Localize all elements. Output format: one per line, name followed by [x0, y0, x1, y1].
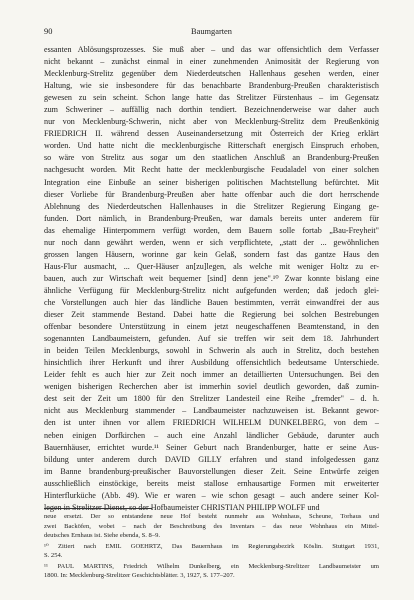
body-line: nur noch dann gewährt werden, wenn er sich verpflichtete, „statt der ... gewöhnlichen: [44, 237, 379, 247]
body-line: Integration eine Einbuße an seiner bisherigen politischen Machtstellung befürchtet. Mit: [44, 177, 379, 187]
body-line: dieser Zeit stammende Bestand. Dabei hatte die Regierung bei solchen Bestrebungen: [44, 310, 379, 320]
body-line: im Banne brandenburg-preußischer Bauvorstellungen dieser Zeit. Seine Entwürfe zeigen: [44, 466, 379, 476]
body-line: dieser Vorliebe für Brandenburg-Preußen aber hatte offenbar auch die dort herrschende: [44, 189, 379, 199]
body-line: dest seit der Zeit um 1800 für den Strelitzer Landesteil eine Reihe „fremder" – d. h.: [44, 394, 379, 404]
body-line: bildung unter anderem durch DAVID GILLY erfahren und stand infolgedessen ganz: [44, 454, 379, 464]
body-line: grossen langen Häusern, worinne gar kein Gelaß, sondern fast das gantze Haus den: [44, 249, 379, 259]
body-line: Haus-Flur ausmacht, ... Quer-Häuser an[zu]legen, als welche mit weniger Holtz zu er-: [44, 261, 379, 271]
body-line: so wäre von Strelitz aus sogar um den staatlichen Anschluß an Brandenburg-Preußen: [44, 153, 379, 163]
body-line: Haltung, wie sie insbesondere für das benachbarte Brandenburg-Preußen charakteristisch: [44, 81, 379, 91]
body-line: bauen, auch zur Wirtschaft weit bequemer [sind] denn jene".¹⁰ Zwar konnte bislang eine: [44, 273, 379, 283]
body-line: ausschließlich einstöckige, bereits meist stallose ernhausartige Formen mit erweiterter: [44, 478, 379, 488]
body-line: nur von Mecklenburg-Schwerin, nicht aber von Mecklenburg-Strelitz dem Preußenkönig: [44, 117, 379, 127]
footnote-line: zwei Backöfen, wobei – nach der Beschreibung des Inventars – das neue Wohnhaus ein Mittel-: [44, 522, 379, 530]
footnote-line: S. 254.: [44, 552, 63, 560]
body-line: neben einigen Dorfkirchen – auch eine Anzahl ländlicher Gebäude, darunter auch: [44, 430, 379, 440]
body-line: Leider fehlt es auch hier zur Zeit noch immer an detaillierten Untersuchungen. Bei den: [44, 370, 379, 380]
body-line: worden. Und hatte nicht die mecklenburgische Ritterschaft energisch Einspruch erhoben,: [44, 141, 379, 151]
body-line: nicht aus Mecklenburg stammender – Landbaumeister nachzuweisen ist. Bekannt gewor-: [44, 406, 379, 416]
footnote-11: ¹¹ PAUL MARTINS, Friedrich Wilhelm Dunkelberg, ein Mecklenburg-Strelitzer Landbaumeister um: [44, 562, 379, 570]
body-line: den ist unter ihnen vor allem FRIEDRICH WILHELM DUNKELBERG, von dem –: [44, 418, 379, 428]
running-head: Baumgarten: [191, 27, 232, 36]
body-line: hinsichtlich ihrer Herkunft und ihrer Ausbildung offensichtlich bedeutsame Unterschiede.: [44, 358, 379, 368]
body-text: [44, 44, 379, 514]
footnote-10: ¹⁰ Zitiert nach EMIL GOEHRTZ, Das Bauernhaus im Regierungsbezirk Köslin. Stuttgart 1931,: [44, 542, 379, 550]
body-line: offenbar besondere Unterstützung in einem jetzt neugeschaffenen Beamtenstand, in den: [44, 322, 379, 332]
body-line: Ablehnung des Niederdeutschen Hallenhauses in die Strelitzer Regierung Eingang ge-: [44, 201, 379, 211]
footnote-line: 1800. In: Mecklenburg-Strelitzer Geschichtsblätter. 3, 1927, S. 177–207.: [44, 572, 235, 580]
body-line: sogenannten Landbaumeistern, gefunden. Auf sie treffen wir seit dem 18. Jahrhundert: [44, 334, 379, 344]
body-line: FRIEDRICH II. während dessen Auseinandersetzung mit Österreich der Krieg erklärt: [44, 129, 379, 139]
body-line: zum Schweriner – auffällig nach dorthin tendiert. Bezeichnenderweise war daher auch: [44, 105, 379, 115]
page-number: 90: [44, 27, 53, 36]
body-line: in beiden Teilen Mecklenburgs, sowohl in Schwerin als auch in Strelitz, doch bestehen: [44, 346, 379, 356]
body-line: ähnliche Verfügung für Mecklenburg-Strelitz nicht aufgefunden werden; daß jedoch glei-: [44, 285, 379, 295]
footnote-divider: [44, 508, 152, 509]
body-line: nicht bekannt – zunächst einmal in einer zunehmenden Animosität der Regierung von: [44, 57, 379, 67]
body-line: Hinterflurküche (Abb. 49). Wie er waren – wie schon gesagt – auch andere seiner Kol-: [44, 490, 379, 500]
body-line: nachgesucht worden. Mit Recht hatte der mecklenburgische Feudaladel von einer solchen: [44, 165, 379, 175]
footnote-line: neue ersetzt. Der so entstandene neue Hof besteht nunmehr aus Wohnhaus, Scheune, Torhaus und: [44, 513, 379, 520]
body-line: wenigen bisherigen Recherchen aber ist immerhin soviel deutlich geworden, daß zumin-: [44, 382, 379, 392]
body-line: che Vorstellungen auch hier das ländliche Bauen bestimmten, verrät einwandfrei der aus: [44, 297, 379, 307]
body-line: Bauernhäuser, errichtet wurde.¹¹ Seiner Geburt nach Brandenburger, hatte er seine Aus-: [44, 442, 379, 452]
body-line: gewesen zu sein scheint. Schon lange hatte das Strelitzer Fürstenhaus – im Gegensatz: [44, 93, 379, 103]
body-line: Mecklenburg-Strelitz gegenüber dem Niederdeutschen Hallenhaus gesehen werden, einer: [44, 69, 379, 79]
footnote-line: deutsches Ernhaus ist. Siehe ebenda, S. 8–9.: [44, 532, 161, 540]
body-line: essanten Ablösungsprozesses. Sie muß aber – und das war offensichtlich dem Verfasser: [44, 45, 379, 54]
body-line: legen in Strelitzer Dienst, so der Hofbaumeister CHRISTIAN PHILIPP WOLFF und: [44, 502, 320, 512]
body-line: funden. Dort nämlich, in Brandenburg-Preußen, war damals bereits unter anderem für: [44, 213, 379, 223]
body-line: das ehemalige Hinterpommern verfügt worden, dem Bauern solle fortab „Bau-Freyheit": [44, 225, 379, 235]
page-header: [44, 26, 379, 38]
footnotes: [44, 512, 379, 581]
